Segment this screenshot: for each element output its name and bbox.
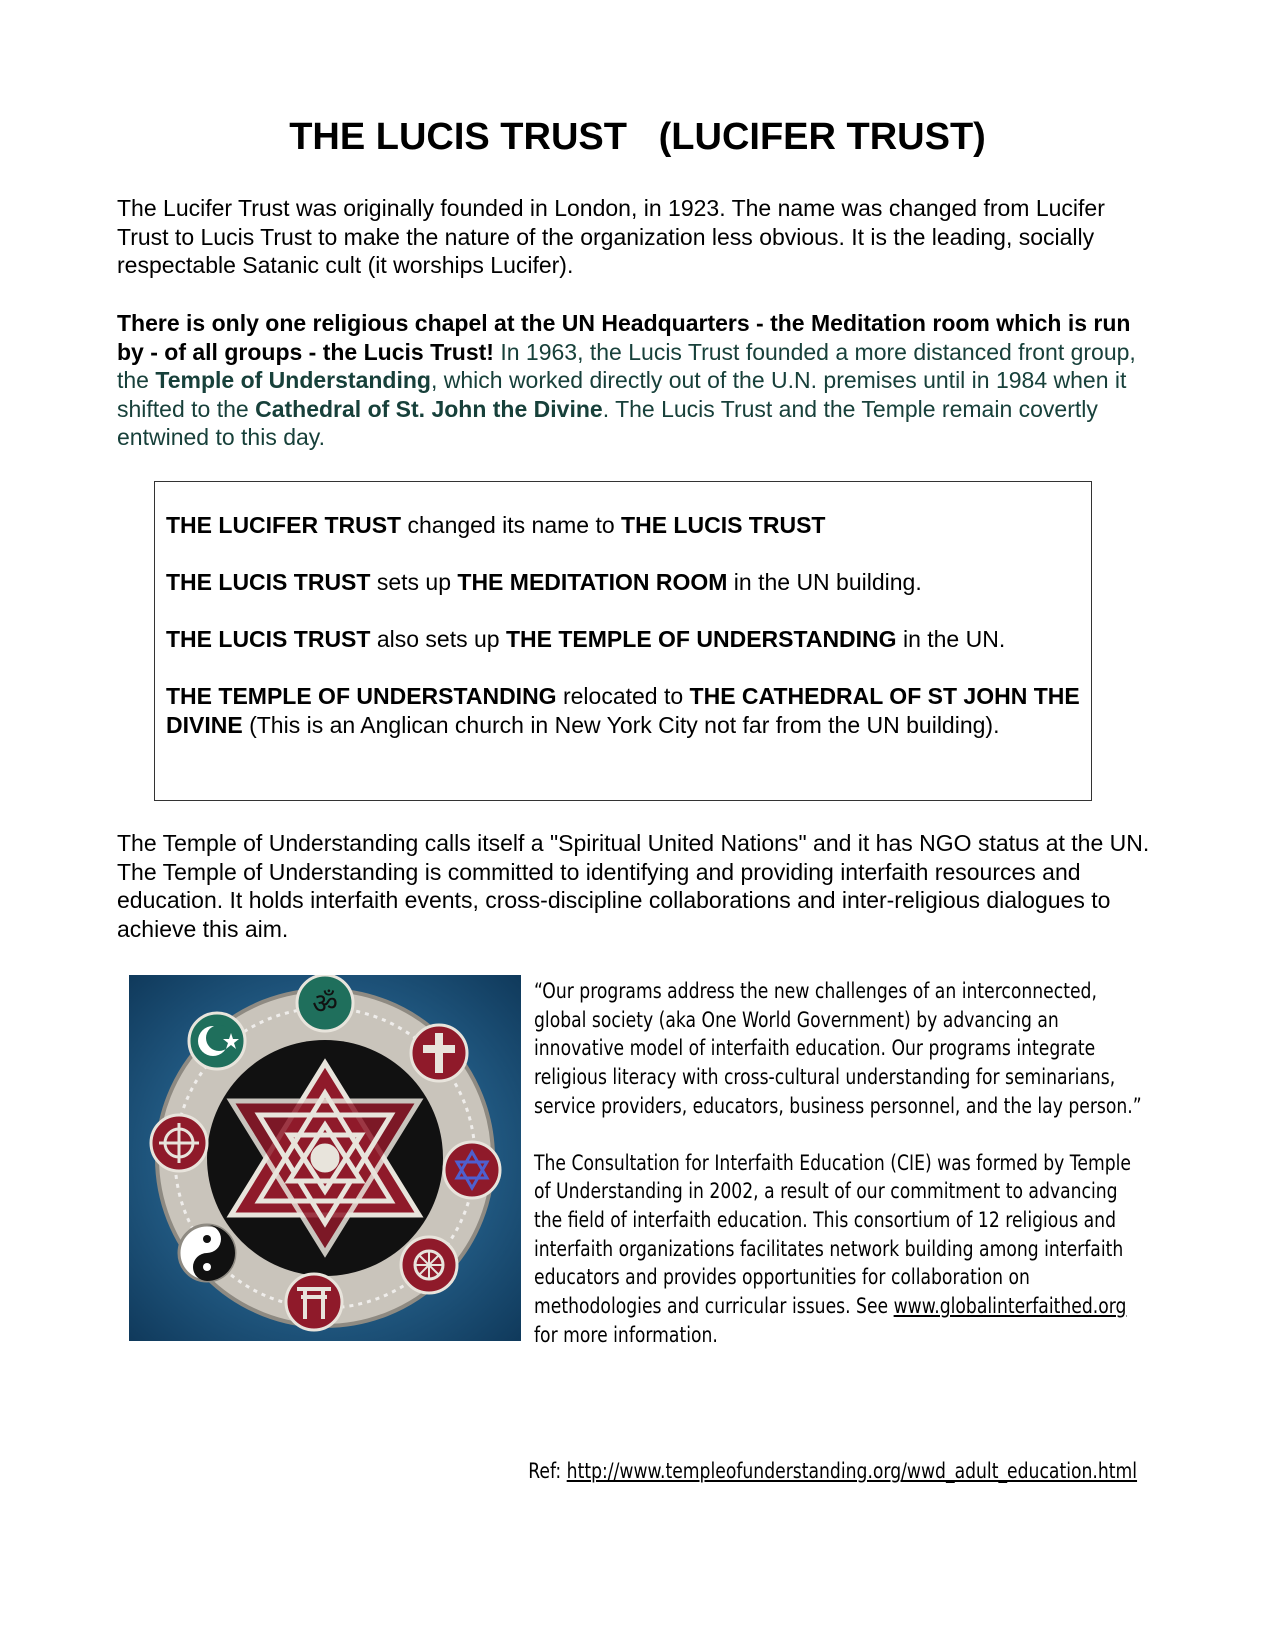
temple-name: Temple of Understanding [155, 367, 431, 393]
torii-icon [286, 1274, 342, 1330]
om-icon [297, 975, 353, 1031]
chapel-text-2: , which worked directly out of the U.N. premises until in 1984 when it shifted to the [117, 367, 1127, 422]
reference-link[interactable]: http://www.templeofunderstanding.org/wwd_adult_education.html [566, 1459, 1137, 1484]
medicine-wheel-icon [151, 1115, 207, 1171]
summary-line-3: THE LUCIS TRUST also sets up THE TEMPLE OF UNDERSTANDING in the UN. [166, 626, 1006, 652]
globalinterfaithed-link[interactable]: www.globalinterfaithed.org [893, 1294, 1127, 1320]
chapel-text-3: . The Lucis Trust and the Temple remain covertly entwined to this day. [117, 395, 1098, 450]
chapel-text-1: In 1963, the Lucis Trust founded a more distanced front group, the [117, 338, 1136, 393]
page-title: THE LUCIS TRUST (LUCIFER TRUST) [289, 116, 986, 158]
quote-column [534, 978, 1142, 1378]
cie-paragraph: The Consultation for Interfaith Education (CIE) was formed by Temple of Understanding in 2002, a result of our commitment to advancing the field of interfaith education. This consortium of 12 religious and interfaith organizations facilitates network building among interfaith educators and provides opportunities for collaboration on methodologies and curricular issues. See www.globalinterfaithed.org for more information. [534, 1150, 1132, 1348]
star-of-david-icon [444, 1142, 500, 1198]
programs-quote: “Our programs address the new challenges of an interconnected, global society (aka One World Government) by advancing an innovative model of interfaith education. Our programs integrate religious literacy with cross-cultural understanding for seminarians, service providers, educators, business personnel, and the lay person.” [534, 979, 1142, 1119]
summary-line-1: THE LUCIFER TRUST changed its name to THE LUCIS TRUST [166, 512, 826, 538]
svg-text:ॐ: ॐ [312, 987, 338, 1020]
reference-line [140, 1458, 1275, 1486]
chapel-lead: There is only one religious chapel at the UN Headquarters - the Meditation room which is run by - of all groups - the Lucis Trust! [117, 310, 1131, 365]
crescent-star-icon [189, 1013, 245, 1069]
temple-description: The Temple of Understanding calls itself a "Spiritual United Nations" and it has NGO status at the UN. The Temple of Understanding is committed to identifying and providing interfaith resources and education. It holds interfaith events, cross-discipline collaborations and inter-religious dialogues to achieve this aim. [117, 830, 1150, 942]
cathedral-name: Cathedral of St. John the Divine [255, 395, 603, 422]
chapel-paragraph [117, 309, 1162, 452]
ref-label: Ref: [528, 1459, 567, 1484]
intro-paragraph: The Lucifer Trust was originally founded in London, in 1923. The name was changed from Lucifer Trust to Lucis Trust to make the nature of the organization less obvious. It is the leading, socially respectable Satanic cult (it worships Lucifer). [117, 195, 1105, 278]
summary-box [154, 481, 1092, 801]
yin-yang-icon [179, 1225, 235, 1281]
summary-line-4: THE TEMPLE OF UNDERSTANDING relocated to THE CATHEDRAL OF ST JOHN THE DIVINE (This is an Anglican church in New York City not far from the UN building). [166, 683, 1080, 738]
cross-icon [411, 1025, 467, 1081]
dharma-wheel-icon [401, 1237, 457, 1293]
summary-line-2: THE LUCIS TRUST sets up THE MEDITATION ROOM in the UN building. [166, 569, 922, 595]
interfaith-emblem-image [129, 975, 521, 1341]
